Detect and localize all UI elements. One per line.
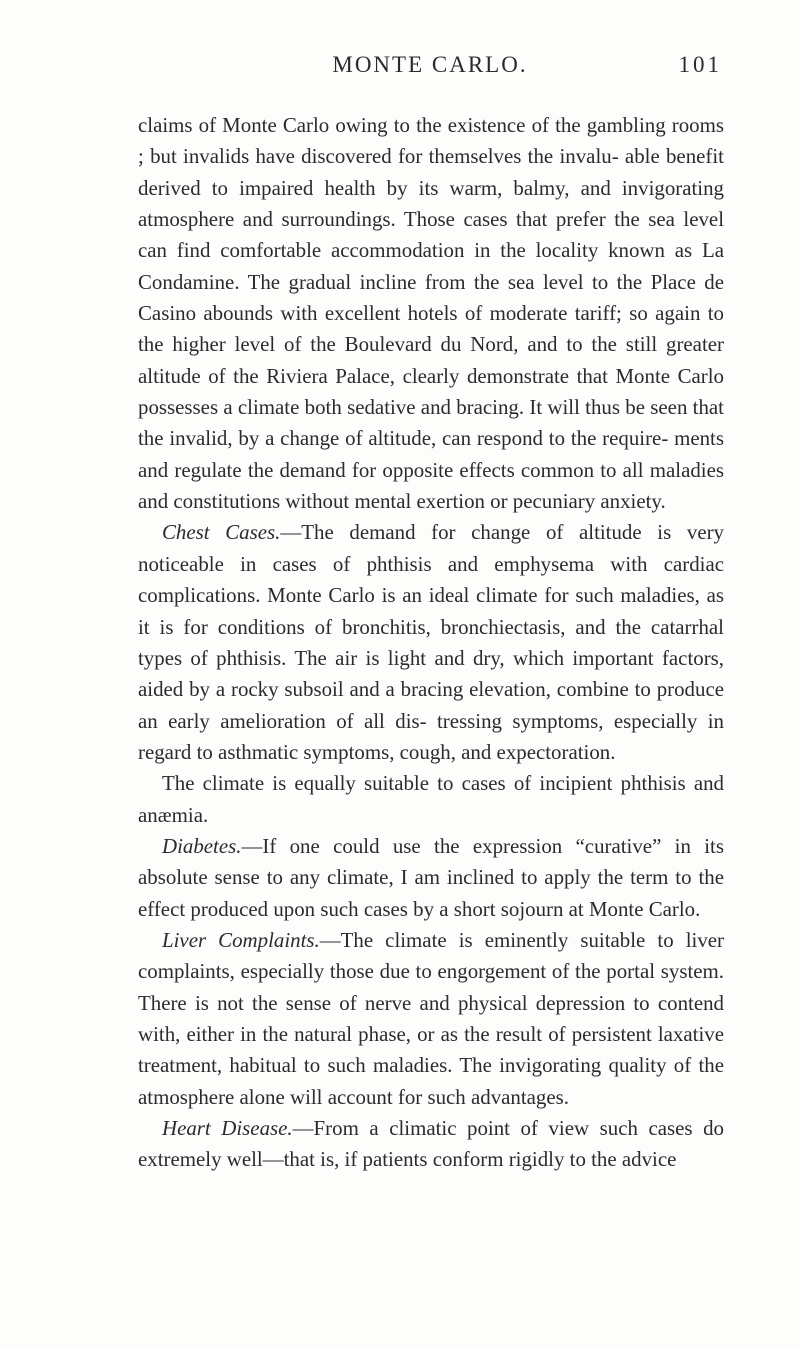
section-heading-liver-complaints: Liver Complaints.: [162, 927, 320, 952]
body-text: [138, 110, 724, 1176]
paragraph: [138, 831, 724, 925]
paragraph-text: —If one could use the expression “curative” in its absolute sense to any climate, I am inclined to apply the term to the effect produced upon such cases by a short sojourn at Monte Carlo.: [138, 833, 724, 921]
paragraph-text: —From a climatic point of view such cases do extremely well—that is, if patients conform rigidly to the advice: [138, 1116, 724, 1172]
paragraph: [138, 768, 724, 831]
section-heading-diabetes: Diabetes.: [162, 833, 242, 858]
paragraph: [138, 517, 724, 768]
section-heading-chest-cases: Chest Cases.: [162, 520, 281, 545]
paragraph-text: —The climate is eminently suitable to liver complaints, especially those due to engorgement of the portal system. There is not the sense of nerve and physical depression to contend with, either in the natural phase, or as the result of persistent laxative treatment, habitual to such maladies. The invigorating quality of the atmosphere alone will account for such advantages.: [138, 927, 724, 1109]
paragraph-text: claims of Monte Carlo owing to the existence of the gambling rooms ; but invalids have discovered for themselves the invalu- able benefit derived to impaired health by its warm, balmy, and invigorating atmosphere and surroundings. Those cases that prefer the sea level can find comfortable accommodation in the locality known as La Condamine. The gradual incline from the sea level to the Place de Casino abounds with excellent hotels of moderate tariff; so again to the higher level of the Boulevard du Nord, and to the still greater altitude of the Riviera Palace, clearly demonstrate that Monte Carlo possesses a climate both sedative and bracing. It will thus be seen that the invalid, by a change of altitude, can respond to the require- ments and regulate the demand for opposite effects common to all maladies and constitutions without mental exertion or pecuniary anxiety.: [138, 113, 724, 514]
running-header: [138, 52, 722, 84]
paragraph: [138, 1113, 724, 1176]
page-number: 101: [678, 52, 722, 77]
paragraph-text: The climate is equally suitable to cases of incipient phthisis and anæmia.: [138, 771, 724, 827]
paragraph: [138, 110, 724, 517]
section-heading-heart-disease: Heart Disease.: [162, 1116, 293, 1140]
paragraph-text: —The demand for change of altitude is very noticeable in cases of phthisis and emphysema with cardiac complications. Monte Carlo is an ideal climate for such maladies, as it is for conditions of bronchitis, bronchiectasis, and the catarrhal types of phthisis. The air is light and dry, which important factors, aided by a rocky subsoil and a bracing elevation, combine to produce an early amelioration of all dis- tressing symptoms, especially in regard to asthmatic symptoms, cough, and expectoration.: [138, 520, 724, 764]
running-title: MONTE CARLO.: [332, 52, 528, 77]
paragraph: [138, 925, 724, 1113]
